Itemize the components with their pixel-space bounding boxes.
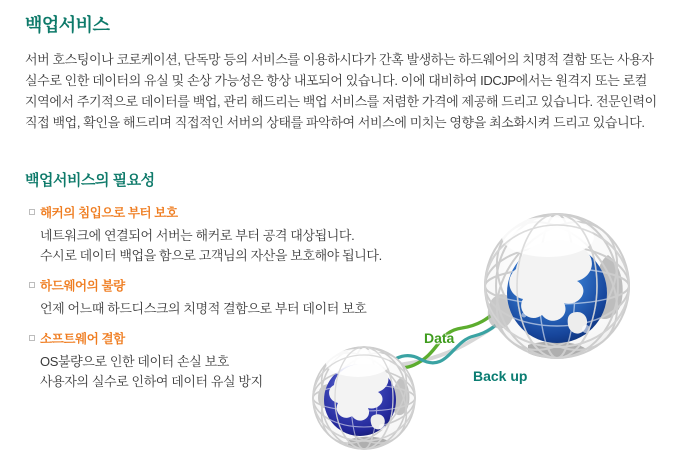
intro-line: 서버 호스팅이나 코로케이션, 단독망 등의 서비스를 이용하시다가 간혹 발생하는 하드웨어의 치명적 결함 또는 사용자 (25, 52, 654, 67)
square-bullet-icon (29, 209, 35, 215)
section-body-line: 사용자의 실수로 인하여 데이터 유실 방지 (40, 374, 263, 389)
section-title-text: 소프트웨어 결함 (40, 332, 125, 346)
server-globe-graphic (472, 199, 641, 374)
intro-line: 지역에서 주기적으로 데이터를 백업, 관리 해드리는 백업 서비스를 저렴한 가격에 제공해 드리고 있습니다. 전문인력이 (25, 94, 657, 109)
section-heading: 백업서비스의 필요성 (25, 172, 155, 189)
intro-line: 직접 백업, 확인을 해드리며 직접적인 서버의 상태를 파악하여 서비스에 미치는 영향을 최소화시켜 드리고 있습니다. (25, 115, 645, 130)
section-body-line: OS불량으로 인한 데이터 손실 보호 (40, 354, 229, 369)
data-label: Data (424, 330, 455, 346)
square-bullet-icon (29, 282, 35, 288)
section-software-defect (29, 332, 263, 392)
square-bullet-icon (29, 335, 35, 341)
section-body-line: 네트워크에 연결되어 서버는 해커로 부터 공격 대상됩니다. (40, 228, 355, 243)
intro-line: 실수로 인한 데이터의 유실 및 손상 가능성은 항상 내포되어 있습니다. 이에 대비하여 IDCJP에서는 원격지 또는 로컬 (25, 73, 647, 88)
section-body-line: 수시로 데이터 백업을 함으로 고객님의 자산을 보호해야 됩니다. (40, 248, 382, 263)
section-body-line: 언제 어느때 하드디스크의 치명적 결함으로 부터 데이터 보호 (40, 301, 367, 316)
section-title-text: 해커의 침입으로 부터 보호 (40, 206, 178, 220)
page-title: 백업서비스 (25, 15, 110, 35)
section-title-text: 하드웨어의 불량 (40, 279, 125, 293)
section-body (40, 352, 263, 392)
intro-paragraph (25, 49, 657, 133)
backup-label: Back up (473, 368, 528, 384)
section-title (29, 332, 263, 352)
backup-illustration (290, 195, 680, 460)
